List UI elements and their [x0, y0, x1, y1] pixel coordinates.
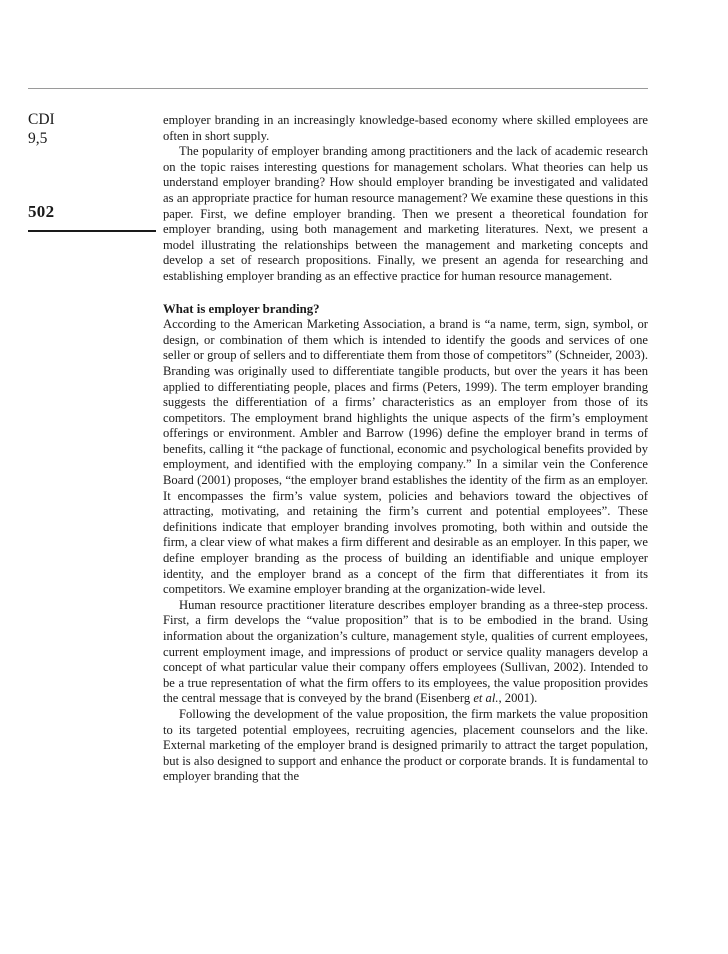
paragraph-5: Following the development of the value proposition, the firm markets the value proposition to its targeted potential employees, recruiting agencies, placement counselors and the like. External marketing of the employer brand is designed primarily to attract the target population, but is also designed to support and enhance the product or corporate brands. It is fundamental to employer branding that the [163, 706, 648, 784]
paragraph-4-text: Human resource practitioner literature describes employer branding as a three-step process. First, a firm develops the “value proposition” that is to be embodied in the brand. Using information about the organization’s culture, management style, qualities of current employees, current employment image, and impressions of product or service quality managers develop a concept of what particular value their company offers employees (Sullivan, 2002). Intended to be a true representation of what the firm offers to its employees, the value proposition provides the central message that is conveyed by the brand (Eisenberg [163, 597, 648, 706]
paragraph-1: employer branding in an increasingly knowledge-based economy where skilled employees are often in short supply. [163, 113, 648, 143]
volume-issue: 9,5 [28, 130, 48, 147]
paragraph-4-end: , 2001). [498, 691, 538, 706]
page-number: 502 [28, 202, 55, 221]
paragraph-4 [163, 598, 648, 707]
paragraph-2: The popularity of employer branding among practitioners and the lack of academic research on the topic raises interesting questions for management scholars. What theories can help us understand employer branding? How should employer branding be investigated and validated as an appropriate practice for human resource management? We examine these questions in this paper. First, we define employer branding. Then we present a theoretical foundation for employer branding, using both management and marketing literatures. Next, we present a model illustrating the relationships between the management and marketing concepts and develop a set of research propositions. Finally, we present an agenda for researching and establishing employer branding as an effective practice for human resource management. [163, 144, 648, 283]
section-heading: What is employer branding? [163, 301, 320, 316]
header-rule [28, 88, 648, 89]
margin-column [28, 110, 158, 148]
journal-code: CDI [28, 111, 55, 128]
citation-et-al: et al. [473, 691, 499, 706]
paragraph-3: According to the American Marketing Association, a brand is “a name, term, sign, symbol, or design, or combination of them which is intended to identify the goods and services of one seller or group of sellers and to differentiate them from those of competitors” (Schneider, 2003). Branding was originally used to differentiate tangible products, but over the years it has been applied to differentiating people, places and firms (Peters, 1999). The term employer branding suggests the differentiation of a firms’ characteristics as an employer from those of its competitors. The employment brand highlights the unique aspects of the firm’s employment offerings or environment. Ambler and Barrow (1996) define the employer brand in terms of benefits, calling it “the package of functional, economic and psychological benefits provided by employment, and identified with the employing company.” In a similar vein the Conference Board (2001) proposes, “the employer brand establishes the identity of the firm as an employer. It encompasses the firm’s value system, policies and behaviors toward the objectives of attracting, motivating, and retaining the firm’s current and potential employees”. These definitions indicate that employer branding involves promoting, both within and outside the firm, a clear view of what makes a firm different and desirable as an employer. In this paper, we define employer branding as the process of building an identifiable and unique employer identity, and the employer brand as a concept of the firm that differentiates it from its competitors. We examine employer branding at the organization-wide level. [163, 317, 648, 597]
article-body [163, 113, 648, 785]
page-number-rule [28, 230, 156, 232]
